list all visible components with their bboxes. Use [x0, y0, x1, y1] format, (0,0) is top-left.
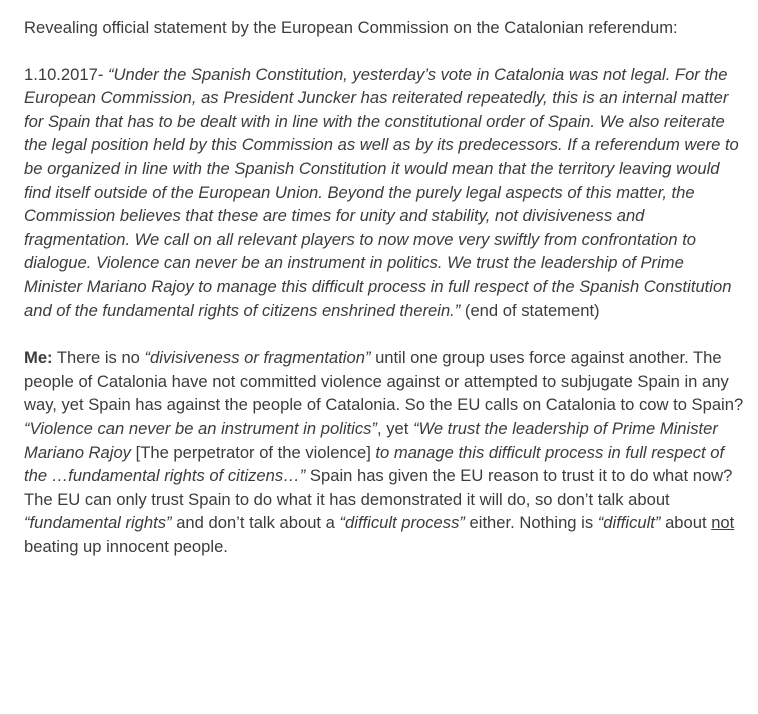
response-text: Spain has given the EU reason to trust it to do what now? The EU can only trust Spain to do what it has demonstrated it will do, so don’t talk about	[24, 466, 733, 509]
response-text: [The perpetrator of the violence]	[130, 442, 376, 462]
post-document	[24, 16, 746, 582]
quoted-phrase: “difficult process”	[339, 513, 465, 533]
response-text: about	[660, 513, 712, 533]
response-text: , yet	[376, 418, 413, 438]
commission-statement	[24, 63, 746, 323]
underlined-word: not	[711, 513, 735, 533]
statement-end-note: (end of statement)	[460, 300, 600, 320]
quoted-phrase: “fundamental rights”	[24, 513, 172, 533]
quoted-phrase: “difficult”	[597, 513, 661, 533]
statement-quote: “Under the Spanish Constitution, yesterday’s vote in Catalonia was not legal. For the European Commission, as President Juncker has reiterated repeatedly, this is an internal matter for Spain that has to be dealt with in line with the constitutional order of Spain. We also reiterate the legal position held by this Commission as well as by its predecessors. If a referendum were to be organized in line with the Spanish Constitution it would mean that the territory leaving would find itself outside of the European Union. Beyond the purely legal aspects of this matter, the Commission believes that these are times for unity and stability, not divisiveness and fragmentation. We call on all relevant players to now move very swiftly from confrontation to dialogue. Violence can never be an instrument in politics. We trust the leadership of Prime Minister Mariano Rajoy to manage this difficult process in full respect of the Spanish Constitution and of the fundamental rights of citizens enshrined therein.”	[24, 64, 739, 320]
author-response	[24, 346, 746, 558]
response-text: There is no	[52, 348, 145, 368]
quoted-phrase: “divisiveness or fragmentation”	[144, 348, 371, 368]
response-text: either. Nothing is	[464, 513, 598, 533]
quoted-phrase: to manage this difficult process in full respect of the …fundamental rights of citizens…”	[24, 442, 725, 486]
response-text: until one group uses force against another. The people of Catalonia have not committed violence against or attempted to subjugate Spain in any way, yet Spain has against the people of Catalonia. So the EU calls on Catalonia to cow to Spain?	[24, 348, 744, 415]
statement-date: 1.10.2017-	[24, 64, 108, 84]
quoted-phrase: “We trust the leadership of Prime Minister Mariano Rajoy	[24, 418, 718, 462]
quoted-phrase: “Violence can never be an instrument in politics”	[24, 418, 377, 438]
response-text: beating up innocent people.	[24, 536, 228, 556]
response-text: and don’t talk about a	[171, 513, 340, 533]
speaker-label: Me:	[24, 348, 53, 368]
document-title: Revealing official statement by the European Commission on the Catalonian referendum:	[24, 18, 678, 37]
